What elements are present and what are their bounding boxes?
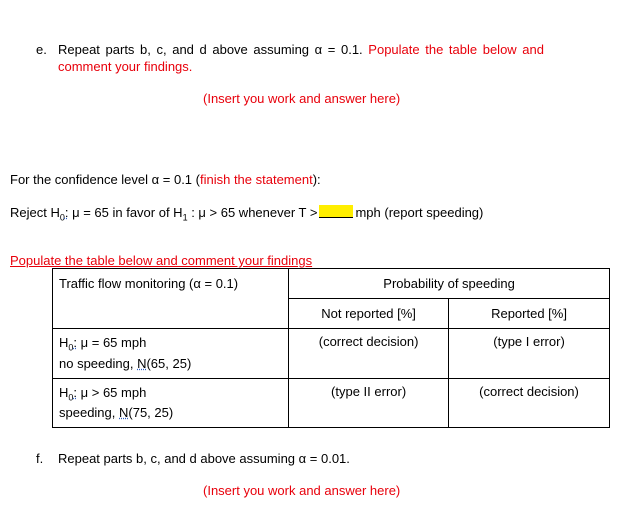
row2-distribution: speeding, N(75, 25) bbox=[59, 405, 174, 421]
confidence-red-text: finish the statement bbox=[199, 172, 313, 187]
row1-not-reported-cell[interactable] bbox=[289, 329, 449, 379]
col-not-reported: Not reported [%] bbox=[321, 306, 416, 321]
confidence-statement bbox=[10, 172, 321, 187]
col-reported: Reported [%] bbox=[491, 306, 567, 321]
row2-hypothesis: $H_0$: μ > 65 mph bbox=[59, 384, 147, 403]
speeding-table bbox=[52, 268, 610, 428]
populate-heading: Populate the table below and comment your findings bbox=[10, 253, 313, 268]
part-e-insert-placeholder[interactable]: (Insert you work and answer here) bbox=[203, 91, 401, 106]
row1-hypothesis: $H_0$: μ = 65 mph bbox=[59, 335, 147, 353]
row1-reported: (type I error) bbox=[493, 334, 565, 349]
reject-prefix: Reject H bbox=[10, 205, 60, 220]
table-row bbox=[53, 378, 610, 428]
confidence-end: ): bbox=[312, 172, 321, 187]
part-e-populate-text: Populate the table below and bbox=[368, 42, 544, 57]
header-right-cell bbox=[289, 269, 610, 299]
col-reported-cell bbox=[449, 299, 610, 329]
col-not-reported-cell bbox=[289, 299, 449, 329]
table-row bbox=[53, 329, 610, 379]
row1-not-reported: (correct decision) bbox=[318, 334, 419, 349]
row1-distribution: no speeding, N(65, 25) bbox=[59, 355, 192, 371]
reject-colon: : bbox=[64, 205, 69, 220]
part-f-marker: f. bbox=[36, 451, 44, 466]
row1-reported-cell[interactable] bbox=[449, 329, 610, 379]
part-f-instruction: Repeat parts b, c, and d above assuming α = 0.01. bbox=[58, 451, 350, 466]
header-left-cell bbox=[53, 269, 289, 329]
threshold-blank-field[interactable] bbox=[319, 205, 353, 218]
reject-statement bbox=[10, 205, 483, 223]
header-left: Traffic flow monitoring (α = 0.1) bbox=[59, 276, 239, 291]
header-right: Probability of speeding bbox=[383, 276, 515, 291]
reject-mid: μ = 65 in favor of H bbox=[68, 205, 183, 220]
part-e-marker: e. bbox=[36, 42, 47, 57]
reject-h0 bbox=[59, 205, 69, 223]
confidence-text: For the confidence level α = 0.1 ( bbox=[10, 172, 200, 187]
row2-not-reported-cell[interactable] bbox=[289, 378, 449, 428]
row1-label-cell bbox=[53, 329, 289, 379]
part-e-line2: comment your findings. bbox=[58, 59, 193, 74]
reject-rest: : μ > 65 whenever T > bbox=[187, 205, 318, 220]
part-e-instruction: Repeat parts b, c, and d above assuming α = 0.1. bbox=[58, 42, 363, 57]
part-f-insert-placeholder[interactable]: (Insert you work and answer here) bbox=[203, 483, 401, 498]
row2-not-reported: (type II error) bbox=[331, 383, 407, 399]
reject-h0-sub: 0 bbox=[59, 212, 65, 223]
part-e-line1 bbox=[58, 42, 544, 57]
reject-suffix: mph (report speeding) bbox=[355, 205, 484, 220]
row2-reported: (correct decision) bbox=[479, 383, 579, 399]
reject-h1-sub: 1 bbox=[182, 212, 188, 223]
row2-label-cell bbox=[53, 378, 289, 428]
row2-reported-cell[interactable] bbox=[449, 378, 610, 428]
